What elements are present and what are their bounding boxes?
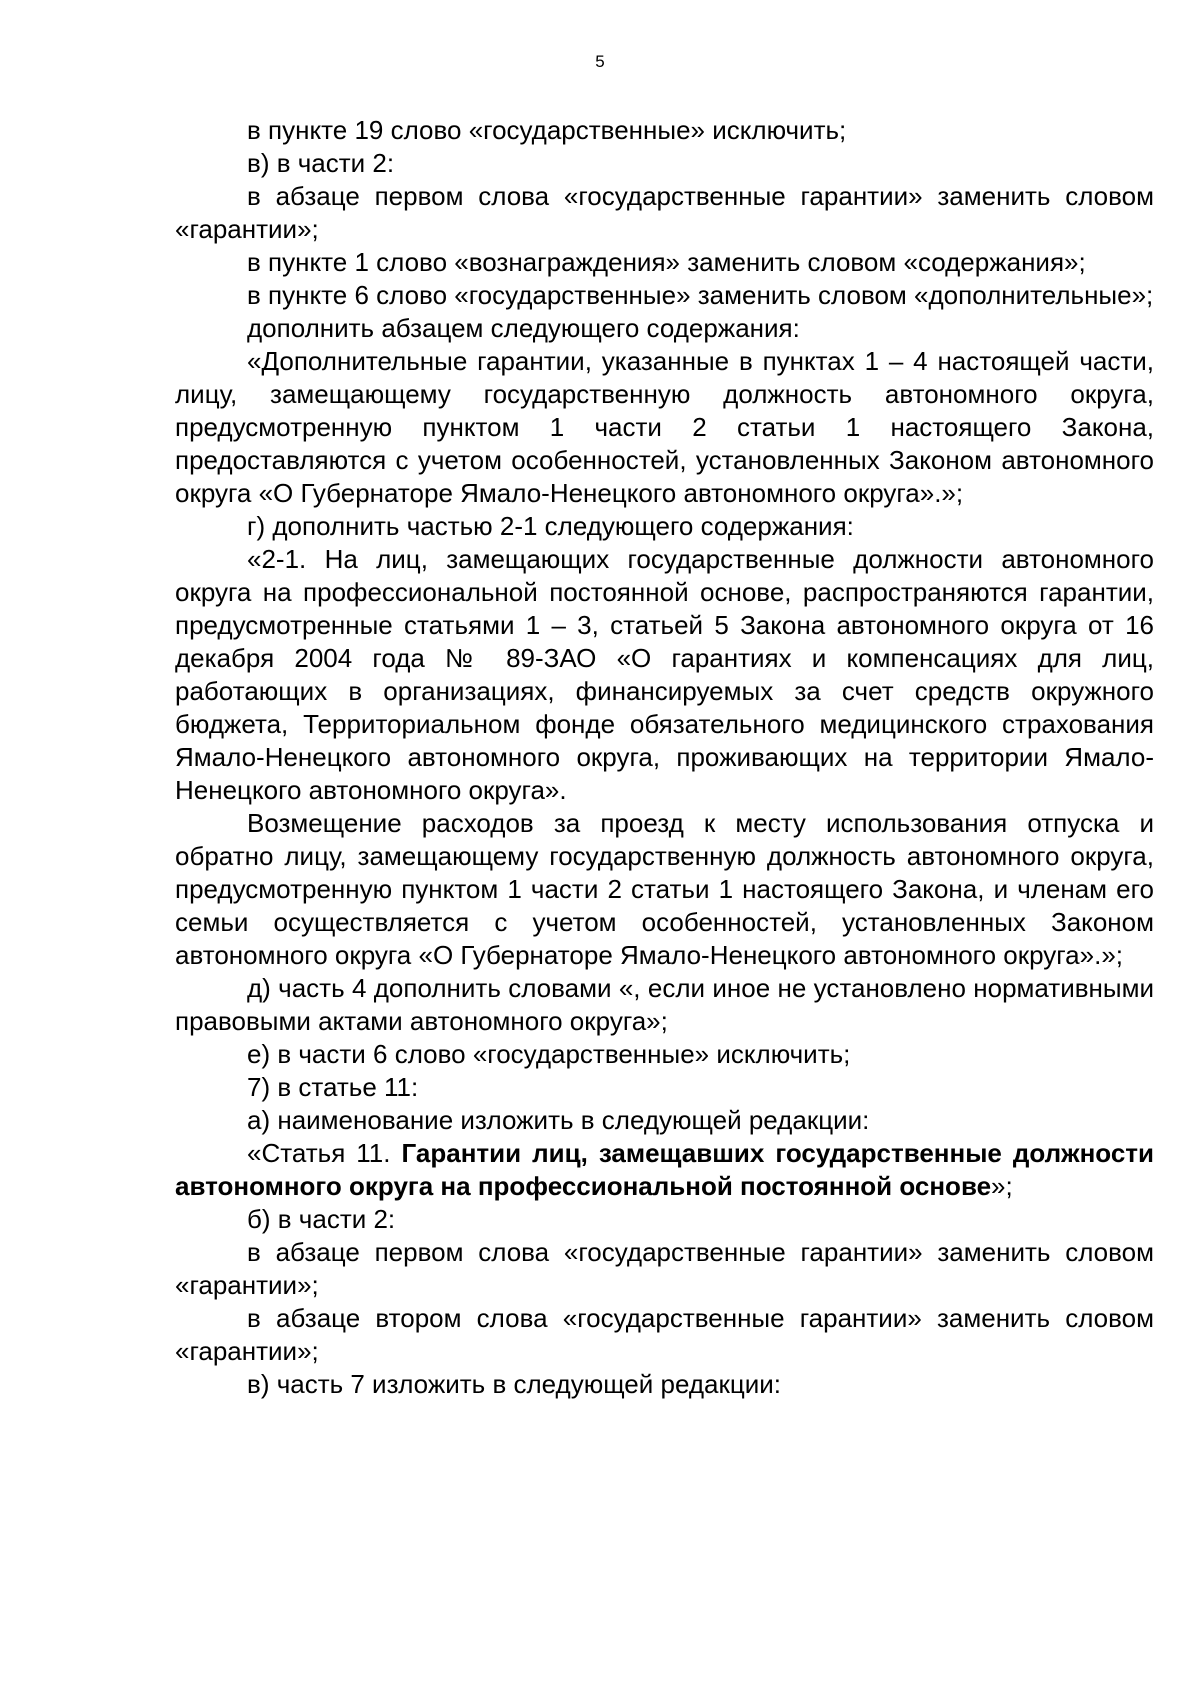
- document-body: [175, 114, 1154, 1401]
- article-title: Гарантии лиц, замещавших государственные должности автономного округа на профессиональной постоянной основе: [175, 1138, 1154, 1201]
- paragraph: в пункте 6 слово «государственные» заменить словом «дополнительные»;: [247, 280, 1154, 310]
- paragraph: б) в части 2:: [247, 1204, 396, 1234]
- paragraph: в абзаце первом слова «государственные гарантии» заменить словом «гарантии»;: [175, 1237, 1154, 1300]
- paragraph: в абзаце первом слова «государственные гарантии» заменить словом «гарантии»;: [175, 181, 1154, 244]
- article-prefix: «Статья 11.: [247, 1138, 402, 1168]
- article-suffix: »;: [991, 1171, 1013, 1201]
- paragraph: Возмещение расходов за проезд к месту использования отпуска и обратно лицу, замещающему государственную должность автономного округа, предусмотренную пунктом 1 части 2 статьи 1 настоящего Закона, и членам его семьи осуществляется с учетом особенностей, установленных Законом автономного округа «О Губернаторе Ямало-Ненецкого автономного округа».»;: [175, 808, 1154, 970]
- paragraph: в пункте 1 слово «вознаграждения» заменить словом «содержания»;: [247, 247, 1086, 277]
- paragraph: г) дополнить частью 2-1 следующего содержания:: [247, 511, 854, 541]
- paragraph: в) в части 2:: [247, 148, 395, 178]
- page-number: 5: [595, 52, 605, 71]
- paragraph: д) часть 4 дополнить словами «, если иное не установлено нормативными правовыми актами автономного округа»;: [175, 973, 1154, 1036]
- paragraph: а) наименование изложить в следующей редакции:: [247, 1105, 870, 1135]
- paragraph: дополнить абзацем следующего содержания:: [247, 313, 800, 343]
- paragraph: в пункте 19 слово «государственные» исключить;: [247, 115, 847, 145]
- paragraph: «Дополнительные гарантии, указанные в пунктах 1 – 4 настоящей части, лицу, замещающему государственную должность автономного округа, предусмотренную пунктом 1 части 2 статьи 1 настоящего Закона, предоставляются с учетом особенностей, установленных Законом автономного округа «О Губернаторе Ямало-Ненецкого автономного округа».»;: [175, 346, 1154, 508]
- article-heading-paragraph: [175, 1137, 1154, 1203]
- paragraph: «2-1. На лиц, замещающих государственные должности автономного округа на профессиональной постоянной основе, распространяются гарантии, предусмотренные статьями 1 – 3, статьей 5 Закона автономного округа от 16 декабря 2004 года № 89-ЗАО «О гарантиях и компенсациях для лиц, работающих в организациях, финансируемых за счет средств окружного бюджета, Территориальном фонде обязательного медицинского страхования Ямало-Ненецкого автономного округа, проживающих на территории Ямало-Ненецкого автономного округа».: [175, 544, 1154, 805]
- paragraph: е) в части 6 слово «государственные» исключить;: [247, 1039, 851, 1069]
- paragraph: 7) в статье 11:: [247, 1072, 419, 1102]
- paragraph: в) часть 7 изложить в следующей редакции:: [247, 1369, 782, 1399]
- paragraph: в абзаце втором слова «государственные гарантии» заменить словом «гарантии»;: [175, 1303, 1154, 1366]
